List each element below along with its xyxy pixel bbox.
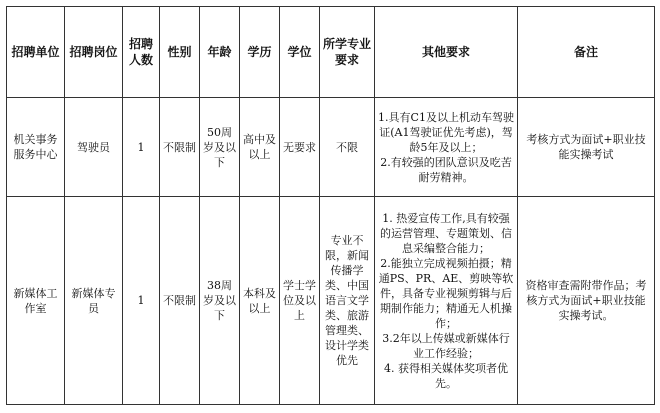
header-count: 招聘人数	[123, 7, 160, 98]
requirement-item: 3.2年以上传媒或新媒体行业工作经验；	[382, 331, 510, 360]
cell-position: 驾驶员	[65, 98, 123, 197]
cell-major: 专业不限，新闻传播学类、中国语言文学类、旅游管理类、设计学类优先	[320, 197, 375, 405]
header-age: 年龄	[200, 7, 240, 98]
header-major: 所学专业要求	[320, 7, 375, 98]
cell-age: 50周岁及以下	[200, 98, 240, 197]
cell-age: 38周岁及以下	[200, 197, 240, 405]
header-position: 招聘岗位	[65, 7, 123, 98]
header-degree: 学位	[280, 7, 320, 98]
cell-requirements	[375, 197, 518, 405]
requirement-item: 2.有较强的团队意识及吃苦耐劳精神。	[380, 155, 512, 184]
cell-degree: 无要求	[280, 98, 320, 197]
cell-requirements	[375, 98, 518, 197]
header-unit: 招聘单位	[7, 7, 65, 98]
requirement-item: 1.具有C1及以上机动车驾驶证(A1驾驶证优先考虑)，驾龄5年及以上；	[378, 110, 514, 154]
header-requirements: 其他要求	[375, 7, 518, 98]
table-header-row	[7, 7, 655, 98]
header-education: 学历	[240, 7, 280, 98]
cell-remark: 考核方式为面试+职业技能实操考试	[518, 98, 655, 197]
table-row	[7, 197, 655, 405]
cell-gender: 不限制	[160, 197, 200, 405]
requirement-item: 1. 热爱宣传工作,具有较强的运营管理、专题策划、信息采编整合能力；	[380, 211, 512, 255]
cell-count: 1	[123, 98, 160, 197]
requirement-item: 4. 获得相关媒体奖项者优先。	[384, 361, 508, 390]
table-row	[7, 98, 655, 197]
cell-unit: 新媒体工作室	[7, 197, 65, 405]
cell-education: 高中及以上	[240, 98, 280, 197]
header-remark: 备注	[518, 7, 655, 98]
recruitment-table	[6, 6, 655, 405]
cell-unit: 机关事务服务中心	[7, 98, 65, 197]
cell-count: 1	[123, 197, 160, 405]
cell-gender: 不限制	[160, 98, 200, 197]
header-gender: 性别	[160, 7, 200, 98]
cell-position: 新媒体专员	[65, 197, 123, 405]
cell-education: 本科及以上	[240, 197, 280, 405]
cell-major: 不限	[320, 98, 375, 197]
cell-remark: 资格审查需附带作品；考核方式为面试+职业技能实操考试。	[518, 197, 655, 405]
requirement-item: 2.能独立完成视频拍摄；精通PS、PR、AE、剪映等软件，具备专业视频剪辑与后期制作能力；精通无人机操作；	[378, 256, 514, 330]
cell-degree: 学士学位及以上	[280, 197, 320, 405]
